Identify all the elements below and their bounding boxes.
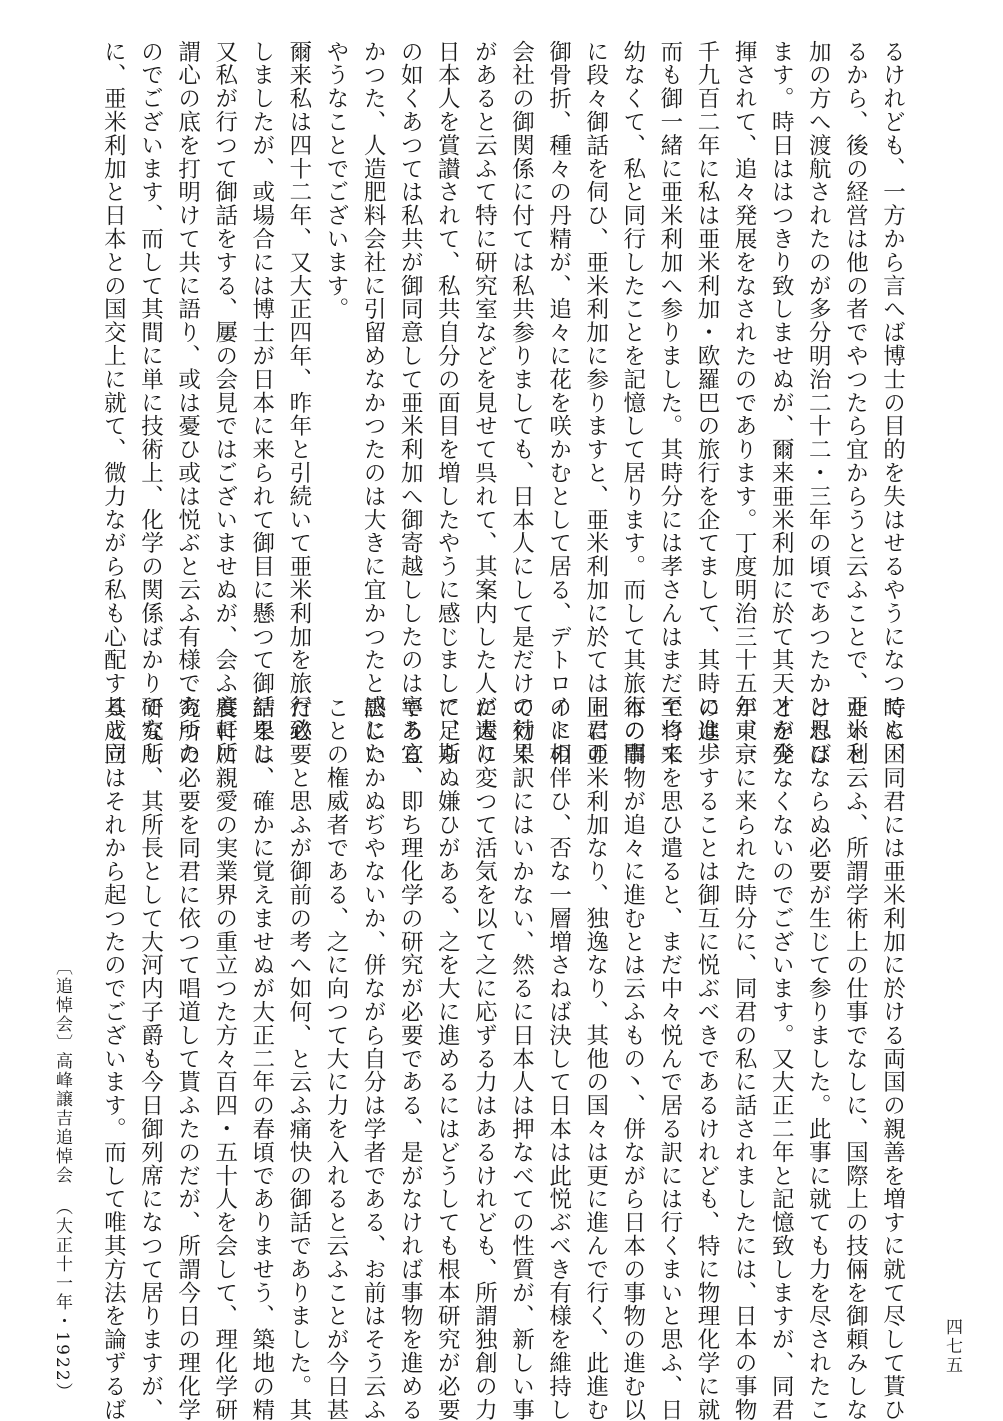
upper-text-column: 揮されて、追々発展をなされたのであります。丁度明治三十五年、一	[731, 40, 758, 766]
upper-text-column: 幼なくて、私と同行したことを記憶して居ります。而して其旅行の間	[619, 40, 646, 766]
upper-text-column: るから、後の経営は他の者でやつたら宜からうと云ふことで、亜米利	[842, 40, 869, 766]
lower-text-column: とが少なくないのでございます。又大正二年と記憶致しますが、同君	[768, 696, 795, 1421]
lower-text-column: ことの権威者である、之に向つて大に力を入れると云ふことが今日甚	[323, 696, 349, 1421]
lower-text-column: て将来を思ひ遣ると、まだ中々悦んで居る訳には行くまいと思ふ、日	[656, 696, 683, 1421]
upper-text-column: の如くあつては私共が御同意して亜米利加へ御寄越ししたのは寧ろ宜	[397, 40, 424, 766]
lower-text-column: に足らぬ嫌ひがある、之を大に進めるにはどうしても根本研究が必要	[434, 696, 461, 1421]
upper-text-column: 又私が行つて御話をする、屢の会見ではございませぬが、会ふ度に所	[211, 40, 238, 766]
lower-text-column: 其成立はそれから起つたのでございます。而して唯其方法を論ずるば	[100, 696, 127, 1421]
upper-text-column: 爾来私は四十二年、又大正四年、昨年と引続いて亜米利加を旅行致	[285, 40, 312, 742]
lower-text-column: て行く訳にはいかない、然るに日本人は押なべての性質が、新しい事	[508, 696, 535, 1421]
upper-text-column: かつた、人造肥料会社に引留めなかつたのは大きに宜かつたと感じた	[360, 40, 387, 766]
lower-text-column: に遷り変つて活気を以て之に応ずる力はあるけれども、所謂独創の力	[471, 696, 498, 1421]
lower-text-column: 究所の必要を同君に依つて唱道して貰ふたのだが、所謂今日の理化学	[174, 696, 201, 1421]
upper-text-column: 謂心の底を打明けて共に語り、或は憂ひ或は悦ぶと云ふ有様であつた	[174, 40, 201, 766]
running-head-section: 〔追悼会〕	[52, 958, 72, 1054]
lower-text-column: 研究所、其所長として大河内子爵も今日御列席になつて居りますが、	[137, 696, 164, 1421]
running-head-date: （大正十一年・1922）	[52, 1198, 72, 1402]
page-number: 四七五	[942, 1318, 962, 1376]
running-head-title: 高峰譲吉追悼会	[52, 1052, 72, 1186]
lower-text-column: たいと云ふ、所謂学術上の仕事でなしに、国際上の技倆を御頼みしな	[842, 696, 869, 1421]
lower-text-column: 養軒に親愛の実業界の重立つた方々百四・五十人を会して、理化学研	[211, 696, 238, 1421]
lower-text-column: である、即ち理化学の研究が必要である、是がなければ事物を進める	[397, 696, 424, 1421]
upper-text-column: ます。時日ははつきり致しませぬが、爾来亜米利加に於て其天才を発	[768, 40, 795, 766]
lower-text-column: 結果は、確かに覚えませぬが大正二年の春頃でありませう、築地の精	[248, 696, 275, 1421]
upper-text-column: るけれども、一方から言へば博士の目的を失はせるやうになつても困	[879, 40, 906, 766]
lower-text-column: ければならぬ必要が生じて参りました。此事に就ても力を尽されたこ	[805, 696, 832, 1421]
upper-text-column: 加の方へ渡航されたのが多分明治二十二・三年の頃であつたかと思ひ	[805, 40, 832, 766]
upper-text-column: やうなことでございます。	[323, 40, 349, 321]
upper-text-column: に、亜米利加と日本との国交上に就て、微力ながら私も心配すると同	[100, 40, 127, 766]
upper-text-column: のでございます、而して其間に単に技術上、化学の関係ばかりでなし	[137, 40, 164, 766]
upper-text-column: 而も御一緒に亜米利加へ参りました。其時分には孝さんはまだ至つて	[656, 40, 683, 766]
upper-text-column: 千九百二年に私は亜米利加・欧羅巴の旅行を企てまして、其時には、	[694, 40, 720, 766]
upper-text-column: 日本人を賞讃されて、私共自分の面目を増したやうに感じまして、斯	[434, 40, 461, 766]
lower-text-column: だ必要と思ふが御前の考へ如何、と云ふ痛快の御話でありました。其	[285, 696, 312, 1421]
lower-text-column: 時に、同君には亜米利加に於ける両国の親善を増すに就て尽して貰ひ	[879, 696, 906, 1421]
lower-text-column: の進歩することは御互に悦ぶべきであるけれども、特に物理化学に就	[694, 696, 720, 1421]
upper-text-column: があると云ふて特に研究室などを見せて呉れて、其案内した人が大に	[471, 40, 498, 766]
upper-text-column: 会社の御関係に付ては私共参りましても、日本人にして是だけの効果	[508, 40, 535, 766]
upper-text-column: 御骨折、種々の丹精が、追々に花を咲かむとして居る、デトロイトの	[545, 40, 572, 766]
upper-text-column: しましたが、或場合には博士が日本に来られて御目に懸つて御話をし	[248, 40, 275, 766]
lower-text-column: のに相伴ひ、否な一層増さねば決して日本は此悦ぶべき有様を維持し	[545, 696, 572, 1421]
lower-text-column: 訳にいかぬぢやないか、併ながら自分は学者である、お前はそう云ふ	[360, 696, 387, 1421]
lower-text-column: 本の事物が追々に進むとは云ふもの丶、併ながら日本の事物の進む以	[619, 696, 646, 1421]
lower-text-column: が東京に来られた時分に、同君の私に話されましたには、日本の事物	[731, 696, 758, 1421]
upper-text-column: に段々御話を伺ひ、亜米利加に参りますと、亜米利加に於ては同君の	[582, 40, 609, 766]
lower-text-column: 上に亜米利加なり、独逸なり、其他の国々は更に進んで行く、此進む	[582, 696, 609, 1421]
